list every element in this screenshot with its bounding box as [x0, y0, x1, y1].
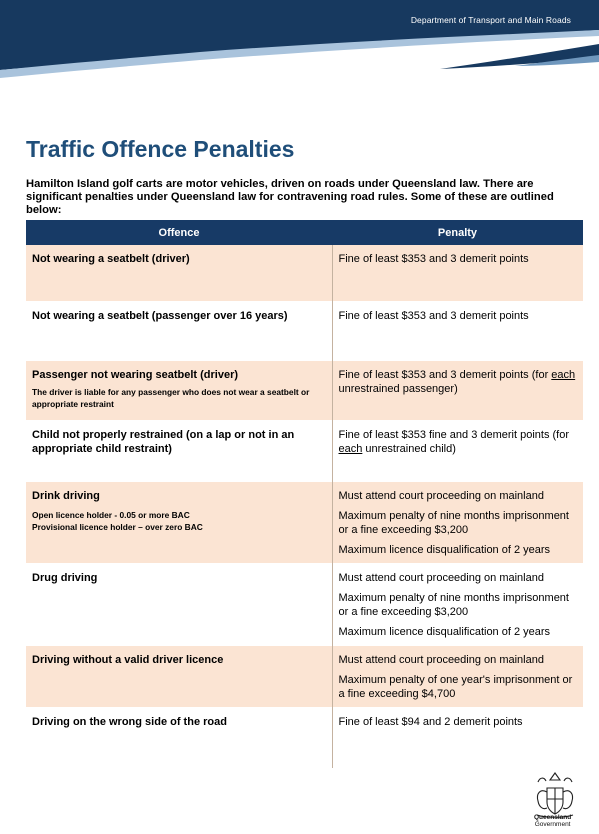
department-name: Department of Transport and Main Roads: [410, 15, 571, 25]
penalty-text-end: unrestrained passenger): [338, 382, 458, 395]
queensland-government-logo-text: [534, 814, 571, 828]
table-row: [26, 245, 583, 301]
table-row: [26, 563, 583, 645]
penalty-cell: [332, 707, 583, 767]
table-header-row: [26, 220, 583, 245]
table-row: [26, 301, 583, 360]
offence-cell: [26, 707, 332, 767]
penalty-cell: [332, 360, 583, 420]
offence-column-header: Offence: [26, 220, 332, 245]
penalty-cell: [332, 481, 583, 563]
penalty-emphasis: each: [338, 442, 363, 455]
logo-line: Queensland: [534, 814, 572, 821]
offence-note-line: Provisional licence holder – over zero BAC: [32, 521, 203, 532]
logo-line: Government: [534, 821, 571, 828]
penalty-text: Must attend court proceeding on mainland: [338, 571, 544, 584]
offence-cell: [26, 563, 332, 645]
penalty-text: Maximum penalty of nine months imprisonment or a fine exceeding $3,200: [338, 509, 569, 536]
penalty-cell: [332, 645, 583, 707]
penalties-table: [26, 220, 583, 768]
table-row: [26, 420, 583, 481]
penalty-text: Maximum licence disqualification of 2 years: [338, 625, 551, 638]
header-banner: [0, 0, 599, 80]
table-row: [26, 481, 583, 563]
penalty-text-end: unrestrained child): [362, 442, 456, 455]
offence-cell: [26, 301, 332, 360]
penalty-cell: [332, 301, 583, 360]
penalty-text: Maximum penalty of one year's imprisonment or a fine exceeding $4,700: [338, 673, 573, 700]
penalty-text: Fine of least $94 and 2 demerit points: [338, 715, 523, 728]
table-row: [26, 707, 583, 767]
offence-text: Not wearing a seatbelt (passenger over 16 years): [32, 309, 288, 322]
penalty-text: Fine of least $353 and 3 demerit points: [338, 253, 529, 265]
penalty-text: Maximum licence disqualification of 2 years: [338, 543, 551, 556]
offence-text: Passenger not wearing seatbelt (driver): [32, 368, 239, 381]
offence-note: The driver is liable for any passenger who does not wear a seatbelt or appropriate restraint: [32, 386, 310, 409]
offence-cell: [26, 645, 332, 707]
intro-text: Hamilton Island golf carts are motor vehicles, driven on roads under Queensland law. There are significant penalties under Queensland law for contravening road rules. Some of these are outlined below:: [26, 178, 554, 216]
table-row: [26, 645, 583, 707]
penalty-text: Maximum penalty of nine months imprisonment or a fine exceeding $3,200: [338, 591, 569, 618]
offence-cell: [26, 360, 332, 420]
offence-text: Drug driving: [32, 571, 98, 584]
penalty-emphasis: each: [551, 368, 576, 381]
offence-text: Driving on the wrong side of the road: [32, 715, 227, 728]
penalty-cell: [332, 563, 583, 645]
offence-text: Child not properly restrained (on a lap or not in an appropriate child restraint): [32, 428, 295, 455]
penalty-text: Must attend court proceeding on mainland: [338, 489, 544, 502]
penalty-column-header: Penalty: [332, 220, 583, 245]
penalty-text: Must attend court proceeding on mainland: [338, 653, 544, 666]
offence-text: Not wearing a seatbelt (driver): [32, 253, 190, 265]
penalty-text: Fine of least $353 and 3 demerit points: [338, 309, 529, 322]
penalty-cell: [332, 420, 583, 481]
offence-cell: [26, 420, 332, 481]
offence-text: Drink driving: [32, 489, 100, 502]
penalty-text: Fine of least $353 and 3 demerit points (for: [338, 368, 552, 381]
penalty-cell: [332, 245, 583, 301]
table-row: [26, 360, 583, 420]
offence-cell: [26, 245, 332, 301]
offence-cell: [26, 481, 332, 563]
page-title: Traffic Offence Penalties: [26, 136, 295, 162]
offence-note: [32, 509, 326, 533]
offence-text: Driving without a valid driver licence: [32, 653, 224, 666]
offence-note-line: Open licence holder - 0.05 or more BAC: [32, 509, 190, 520]
penalty-text: Fine of least $353 fine and 3 demerit points (for: [338, 428, 570, 441]
